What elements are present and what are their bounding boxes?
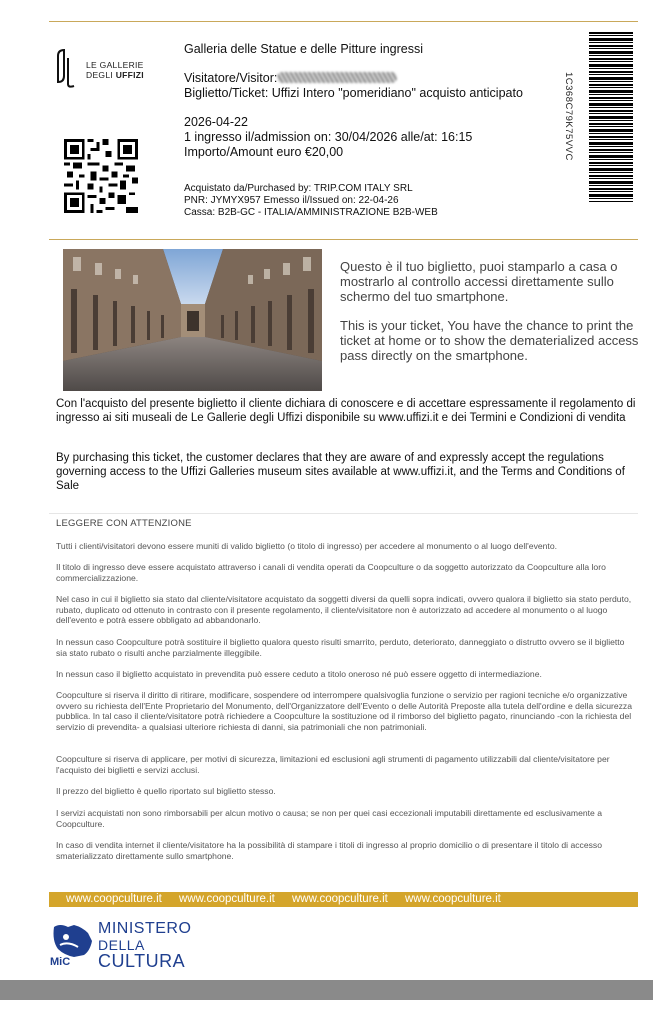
legal-english: By purchasing this ticket, the customer declares that they are aware of and expressly accept the regulations governing access to the Uffizi Galleries museum sites available at www.uffizi.it, and the Terms and Conditions of Sale xyxy=(56,452,625,492)
mic-label: MiC xyxy=(50,956,71,968)
logo-line-2b: UFFIZI xyxy=(115,70,144,80)
rule-item: In caso di vendita internet il cliente/visitatore ha la possibilità di stampare i titoli di ingresso al proprio domicilio o di presentare il titolo di accesso smaterializzato direttamente sullo smartphone. xyxy=(56,840,602,861)
rule-item: In nessun caso il biglietto acquistato in prevendita può essere ceduto a titolo oneroso né può essere oggetto di intermediazione. xyxy=(56,669,542,679)
logo-line-1: LE GALLERIE xyxy=(86,60,144,70)
uffizi-courtyard-photo xyxy=(63,249,322,391)
admission-line: 1 ingresso il/admission on: 30/04/2026 alle/at: 16:15 xyxy=(184,130,473,144)
header-divider xyxy=(49,239,638,240)
barcode-code: 1C368C79K75VVC xyxy=(563,72,574,161)
legal-italian: Con l'acquisto del presente biglietto il cliente dichiara di conoscere e di accettare espressamente il regolamento di ingresso ai siti museali de Le Gallerie degli Uffizi disponibile su www.uffizi.it e dei Termini e Condizioni di vendita xyxy=(56,398,636,424)
purchased-by: Acquistato da/Purchased by: TRIP.COM ITALY SRL xyxy=(184,183,413,194)
ticket-date: 2026-04-22 xyxy=(184,115,248,129)
intro-english: This is your ticket, You have the chance to print the ticket at home or to show the dematerialized access pass directly on the smartphone. xyxy=(340,318,639,363)
pnr-line: PNR: JYMYX957 Emesso il/Issued on: 22-04-26 xyxy=(184,195,399,206)
coopculture-link[interactable]: www.coopculture.it xyxy=(292,893,388,905)
visitor-label: Visitatore/Visitor: xyxy=(184,71,278,85)
cassa-line: Cassa: B2B-GC - ITALIA/AMMINISTRAZIONE B2B-WEB xyxy=(184,207,438,218)
ticket-type: Biglietto/Ticket: Uffizi Intero "pomeridiano" acquisto anticipato xyxy=(184,86,523,100)
ministry-line-1: MINISTERO xyxy=(98,920,192,937)
coopculture-link[interactable]: www.coopculture.it xyxy=(405,893,501,905)
amount-line: Importo/Amount euro €20,00 xyxy=(184,145,344,159)
logo-line-2a: DEGLI xyxy=(86,70,114,80)
rules-divider xyxy=(49,513,638,514)
rule-item: Tutti i clienti/visitatori devono essere muniti di valido biglietto (o titolo di ingresso) per accedere al monumento o al luogo dell'evento. xyxy=(56,541,557,551)
visitor-name-redacted xyxy=(277,72,397,83)
barcode xyxy=(589,32,633,202)
rule-item: Il titolo di ingresso deve essere acquistato attraverso i canali di vendita operati da Coopculture o da soggetto autorizzato da Coopculture alla loro commercializzazione. xyxy=(56,562,606,583)
rule-item: Il prezzo del biglietto è quello riportato sul biglietto stesso. xyxy=(56,786,276,796)
ticket-title: Galleria delle Statue e delle Pitture ingressi xyxy=(184,42,424,56)
rules-title: LEGGERE CON ATTENZIONE xyxy=(56,518,192,529)
top-divider xyxy=(49,21,638,22)
coopculture-link[interactable]: www.coopculture.it xyxy=(179,893,275,905)
intro-italian: Questo è il tuo biglietto, puoi stamparlo a casa o mostrarlo al controllo accessi direttamente sullo schermo del tuo smartphone. xyxy=(340,259,618,304)
rule-item: Coopculture si riserva di applicare, per motivi di sicurezza, limitazioni ed esclusioni agli strumenti di pagamento utilizzabili dal cliente/visitatore per l'acquisto dei biglietti e servizi acclusi. xyxy=(56,754,610,775)
ministry-line-2: DELLA xyxy=(98,937,145,953)
rule-item: In nessun caso Coopculture potrà sostituire il biglietto qualora questo risulti smarrito, perduto, deteriorato, danneggiato o distrutto ovvero se il biglietto sia stato rubato o risulti anche parzialmente illeggibile. xyxy=(56,637,625,658)
bottom-bar xyxy=(0,980,653,1000)
qr-code xyxy=(64,139,138,213)
visitor-line xyxy=(184,71,397,86)
uffizi-logo-text xyxy=(86,60,144,80)
rule-item: I servizi acquistati non sono rimborsabili per alcun motivo o causa; se non per quei casi eccezionali imputabili direttamente ed esclusivamente a Coopculture. xyxy=(56,808,602,829)
rule-item: Nel caso in cui il biglietto sia stato dal cliente/visitatore acquistato da soggetti diversi da quelli sopra indicati, ovvero qualora il biglietto sia stato perduto, rubato, duplicato od ottenuto in contrasto con il presente regolamento, il cliente/visitatore non è autorizzato ad accedere al monumento o al luogo dell'evento e potrà essere obbligato ad abbandonarlo. xyxy=(56,594,632,626)
coopculture-link[interactable]: www.coopculture.it xyxy=(66,893,162,905)
uffizi-logo-icon xyxy=(52,48,82,88)
ministry-line-3: CULTURA xyxy=(98,951,186,971)
rule-item: Coopculture si riserva il diritto di ritirare, modificare, sospendere od interrompere qualsivoglia funzione o servizio per ragioni tecniche e/o organizzative ovvero su richiesta dell'Ente Proprietario del Monumento, dell'Organizzatore dell'Evento o delle Autorità Preposte alla tutela dell'ordine e della sicurezza pubblica. In tal caso il cliente/visitatore potrà richiedere a Coopculture la sostituzione od il rimborso del biglietto pagato, rinunciando -con la richiesta del servizio di prevendita- a qualsiasi ulteriore richiesta di danni, sia patrimoniali che non patrimoniali. xyxy=(56,690,632,732)
